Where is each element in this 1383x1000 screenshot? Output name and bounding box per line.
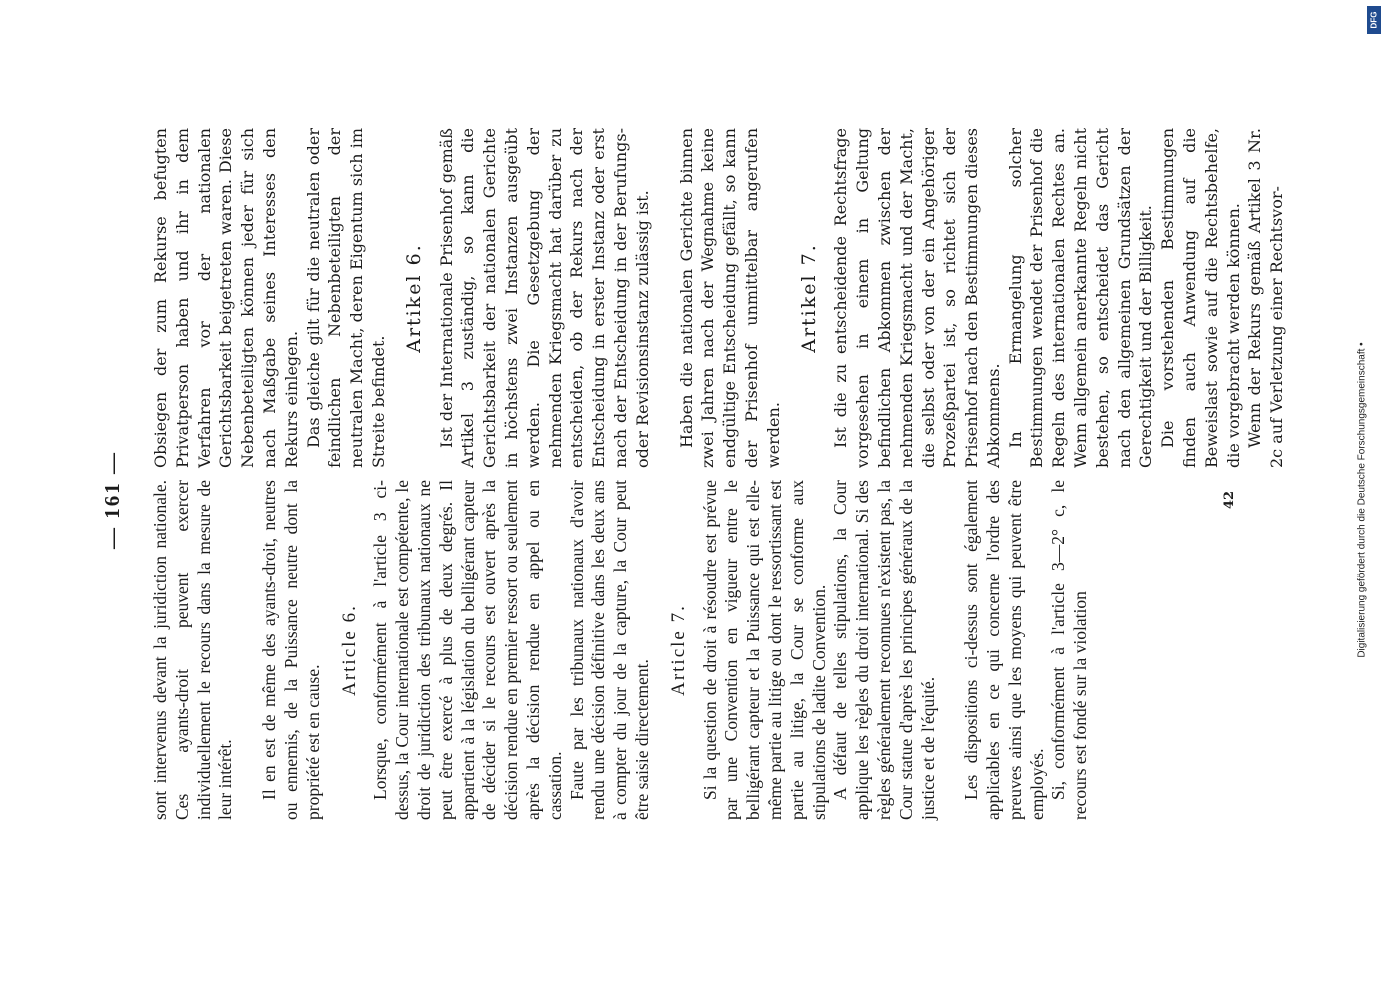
french-paragraph: Il en est de même des ayants-droit, neutres ou ennemis, de la Puissance neutre dont la propriété est en cause. <box>259 480 323 820</box>
german-paragraph: Die vorstehenden Bestimmungen finden auch Anwendung auf die Beweislast sowie auf die Rechtsbehelfe, die vorgebracht werden können. <box>1158 128 1243 468</box>
german-paragraph: Das gleiche gilt für die neutralen oder feindlichen Nebenbeteiligten der neutralen Macht, deren Eigentum sich im Streite befindet. <box>303 128 388 468</box>
french-paragraph: Faute par les tribunaux nationaux d'avoir rendu une décision définitive dans les deux ans à compter du jour de la capture, la Cour peut être saisie directement. <box>566 480 652 820</box>
german-paragraph: Ist der Internationale Prisenhof gemäß Artikel 3 zuständig, so kann die Gerichtsbarkeit der nationalen Gerichte in höchstens zwei Instanzen ausgeübt werden. Die Gesetzgebung der nehmenden Kriegsmacht hat darüber zu entscheiden, ob der Rekurs nach der Entscheidung in erster Instanz oder erst nach der Entscheidung in der Berufungs- oder Revisionsinstanz zulässig ist. <box>436 128 652 468</box>
french-article-7-heading: Article 7. <box>667 604 689 696</box>
french-paragraph: A défaut de telles stipulations, la Cour applique les règles du droit international. Si des règles généralement reconnues n'existent pas, la Cour statue d'après les principes généraux de la justice et de l'équité. <box>830 480 938 820</box>
german-paragraph: Haben die nationalen Gerichte binnen zwei Jahren nach der Wegnahme keine endgültige Entscheidung gefällt, so kann der Prisenhof unmittelbar angerufen werden. <box>676 128 783 468</box>
french-paragraph: sont intervenus devant la juridiction nationale. Ces ayants-droit peuvent exercer individuellement le recours dans la mesure de leur intérêt. <box>150 480 236 820</box>
german-paragraph: Obsiegen der zum Rekurse befugten Privatperson haben und ihr in dem Verfahren vor der nationalen Gerichtsbarkeit beigetreten waren. Diese Nebenbeteiligten können jeder für sich nach Maßgabe seines Interesses den Rekurs einlegen. <box>151 128 301 468</box>
german-paragraph: In Ermangelung solcher Bestimmungen wendet der Prisenhof die Regeln des internationalen Rechtes an. Wenn allgemein anerkannte Regeln nicht bestehen, so entscheidet das Gericht nach den allgemeinen Grundsätzen der Gerechtigkeit und der Billigkeit. <box>1005 128 1156 468</box>
french-paragraph: Si, conformément à l'article 3—2° c, le recours est fondé sur la violation <box>1048 480 1091 820</box>
german-artikel-7-heading: Artikel 7. <box>797 243 820 353</box>
french-paragraph: Si la question de droit à résoudre est prévue par une Convention en vigueur entre le belligérant capteur et la Puissance qui est elle-même partie au litige ou dont le ressortissant est partie au litige, la Cour se conforme aux stipulations de ladite Convention. <box>699 480 829 820</box>
page-header: — 161 — <box>100 451 124 549</box>
german-paragraph: Ist die zu entscheidende Rechtsfrage vorgesehen in einem in Geltung befindlichen Abkommen zwischen der nehmenden Kriegsmacht und der Macht, die selbst oder von der ein Angehöriger Prozeßpartei ist, so richtet sich der Prisenhof nach den Bestimmungen dieses Abkommens. <box>831 128 1003 468</box>
french-article-6-heading: Article 6. <box>338 604 360 696</box>
dfg-logo: DFG <box>1367 6 1381 34</box>
dfg-credit-text: Digitalisierung gefördert durch die Deutsche Forschungsgemeinschaft • <box>1356 342 1367 658</box>
german-artikel-6-heading: Artikel 6. <box>402 243 425 353</box>
german-paragraph: Wenn der Rekurs gemäß Artikel 3 Nr. 2c auf Verletzung einer Rechtsvor- <box>1245 128 1287 468</box>
french-column <box>150 480 1092 820</box>
french-paragraph: Les dispositions ci-dessus sont également applicables en ce qui concerne l'ordre des preuves ainsi que les moyens qui peuvent être employés. <box>961 480 1047 820</box>
dfg-credit <box>1340 0 1383 1000</box>
german-column <box>150 128 1288 468</box>
french-paragraph: Lorsque, conformément à l'article 3 ci-dessus, la Cour internationale est compétente, le droit de juridiction des tribunaux nationaux ne peut être exercé à plus de deux degrés. Il appartient à la législation du belligérant capteur de décider si le recours est ouvert après la décision rendue en premier ressort ou seulement après la décision rendue en appel ou en cassation. <box>370 480 565 820</box>
signature-mark: 42 <box>1222 490 1237 510</box>
